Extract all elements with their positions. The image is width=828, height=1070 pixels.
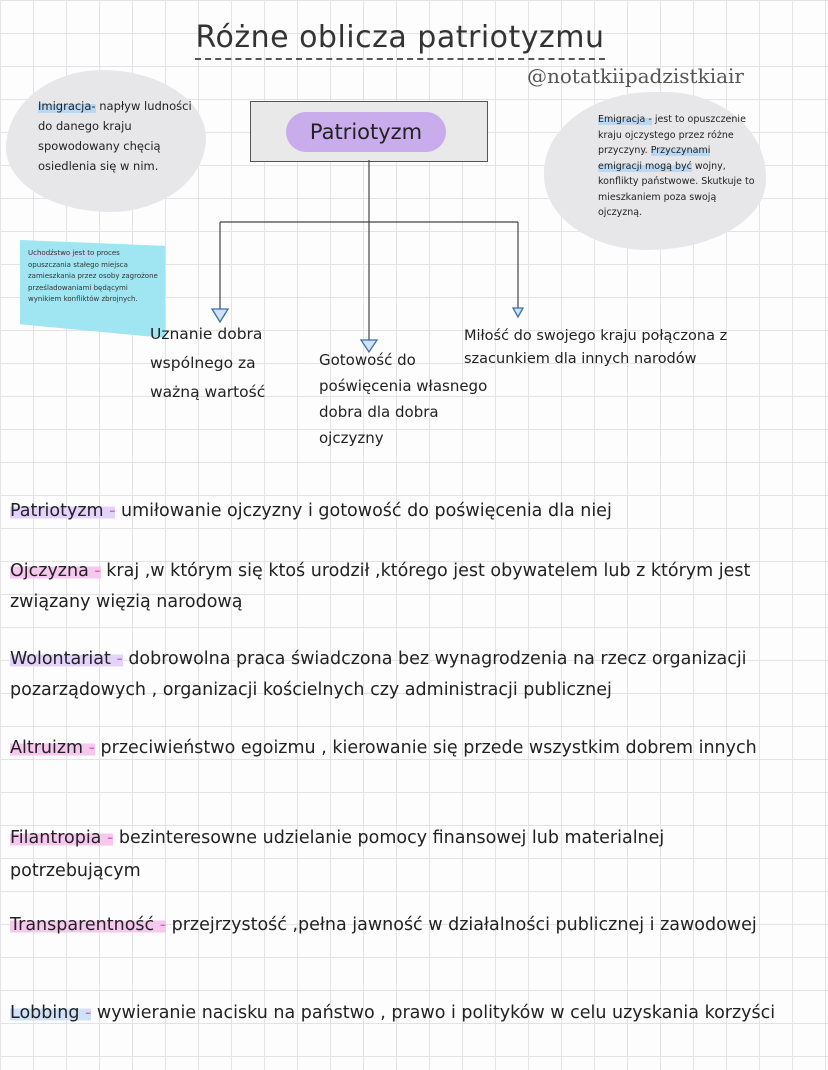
definition-wolontariat (10, 644, 800, 706)
definition-lobbing (10, 997, 800, 1030)
branch-common-good: Uznanie dobra wspólnego za ważną wartość (150, 325, 266, 401)
definition-term: Lobbing (10, 1003, 80, 1023)
definition-filantropia (10, 822, 800, 888)
emigracja-text-2: wojny, konflikty państwowe. Skutkuje to mieszkaniem poza swoją ojczyzną. (598, 160, 755, 218)
uchodzstwo-term: Uchodźstwo jest to (28, 249, 95, 257)
definition-transparentnosc (10, 910, 800, 941)
definition-patriotyzm (10, 496, 800, 527)
uchodzstwo-text: proces opuszczania stałego miejsca zamieszkania przez osoby zagrożone prześladowaniami będącymi wynikiem konfliktów zbrojnych. (28, 249, 158, 303)
definition-term: Wolontariat (10, 649, 111, 669)
definition-dash: - (101, 828, 114, 848)
definition-dash: - (88, 561, 101, 581)
definition-dash: - (110, 649, 123, 669)
definition-text: bezinteresowne udzielanie pomocy finansowej lub materialnej potrzebującym (10, 828, 665, 881)
definition-text: wywieranie nacisku na państwo , prawo i polityków w celu uzyskania korzyści (91, 1003, 776, 1023)
definition-dash: - (79, 1003, 92, 1023)
imigracja-text: napływ ludności do danego kraju spowodowany chęcią osiedlenia się w nim. (38, 99, 192, 173)
definition-term: Ojczyzna (10, 561, 89, 581)
branch-sacrifice: Gotowość do poświęcenia własnego dobra dla dobra ojczyzny (319, 351, 488, 447)
definition-term: Transparentność (10, 915, 155, 935)
definition-ojczyzna (10, 556, 800, 618)
definition-text: dobrowolna praca świadczona bez wynagrodzenia na rzecz organizacji pozarządowych , organizacji kościelnych czy administracji publicznej (10, 649, 747, 700)
definition-text: umiłowanie ojczyzny i gotowość do poświęcenia dla niej (115, 501, 612, 521)
author-handle: @notatkiipadzistkiair (527, 64, 744, 88)
emigracja-text-1: jest to opuszczenie kraju ojczystego przez różne przyczyny. (598, 114, 746, 156)
definition-text: przejrzystość ,pełna jawność w działalności publicznej i zawodowej (166, 915, 757, 935)
center-label: Patriotyzm (309, 120, 423, 144)
definition-text: kraj ,w którym się ktoś urodził ,którego jest obywatelem lub z którym jest związany więzią narodową (10, 561, 751, 612)
definition-text: przeciwieństwo egoizmu , kierowanie się przede wszystkim dobrem innych (94, 738, 757, 758)
definition-dash: - (83, 738, 95, 758)
definition-term: Patriotyzm (10, 501, 104, 521)
emigracja-highlight: Przyczynami emigracji mogą być (598, 145, 711, 172)
definition-term: Altruizm (10, 738, 84, 758)
definition-dash: - (154, 915, 167, 935)
imigracja-term: Imigracja- (38, 99, 96, 113)
branch-love-of-country: Miłość do swojego kraju połączona z szacunkiem dla innych narodów (464, 328, 728, 367)
arrow-right-icon (513, 308, 523, 317)
page-title-text: Różne oblicza patriotyzmu (195, 20, 604, 60)
definition-altruizm (10, 733, 800, 764)
definition-term: Filantropia (10, 828, 102, 848)
emigracja-term: Emigracja - (598, 114, 652, 125)
definition-dash: - (103, 501, 116, 521)
